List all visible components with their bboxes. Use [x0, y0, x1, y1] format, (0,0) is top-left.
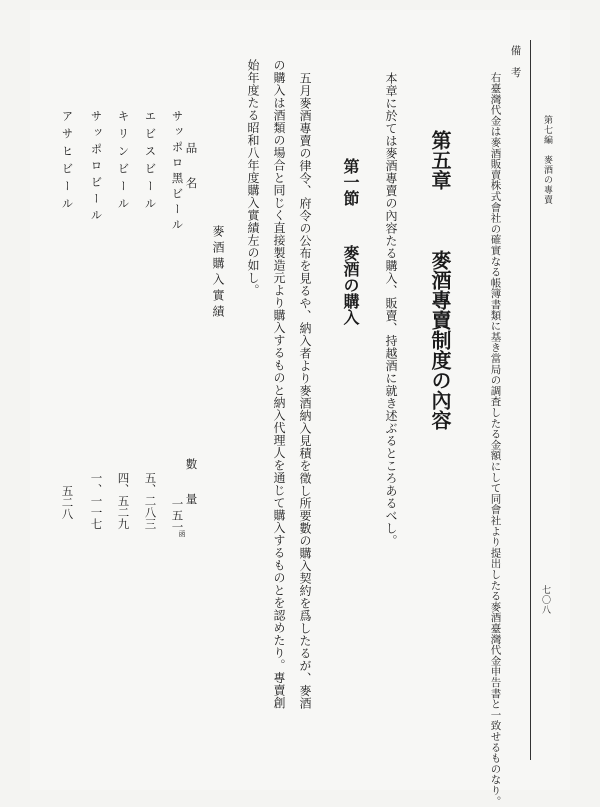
table-row-5-name: アサヒビール [60, 110, 75, 215]
section-number: 第一節 [341, 158, 360, 206]
paragraph-line-1: 五月麥酒專賣の律令、府令の公布を見るや、納入者より麥酒納入見積を徵し所要數の購入契約を爲したるが、麥酒 [298, 72, 312, 710]
table-unit: 函 [178, 530, 186, 537]
table-title: 麥酒購入實績 [211, 225, 225, 321]
document-page [30, 10, 570, 807]
table-row-1-qty: 一五一 [170, 498, 185, 533]
table-header-name: 品 名 [184, 142, 199, 195]
section-title: 麥酒の購入 [341, 245, 360, 325]
table-row-3-name: キリンビール [116, 110, 131, 215]
table-row-4-name: サッポロビール [89, 110, 104, 226]
paragraph-line-3: 始年度たる昭和八年度購入實績左の如し。 [246, 59, 260, 297]
table-header-qty: 數 量 [184, 458, 199, 511]
table-row-5-qty: 五二八 [60, 485, 75, 520]
table-row-2-qty: 五、二八三 [143, 472, 158, 530]
chapter-title: 麥酒專賣制度の內容 [428, 250, 452, 430]
table-row-2-name: エビスビール [143, 110, 158, 215]
running-head: 第七編 麥酒の專賣 [542, 115, 552, 205]
page-number: 七〇八 [540, 585, 550, 615]
table-row-3-qty: 四、五二九 [116, 472, 131, 530]
table-row-4-qty: 一、一一七 [89, 472, 104, 530]
paragraph-line-2: の購入は酒類の場合と同じく直接製造元より購入するものと納入代理人を通じて購入するものとを認めたり。專賣創 [272, 59, 286, 709]
intro-text: 本章に於ては麥酒專賣の內容たる購入、販賣、持越酒に就き述ぶるところあるべし。 [384, 72, 398, 547]
margin-rule [530, 40, 531, 760]
table-row-1-name: サッポロ黑ビール [170, 110, 185, 234]
note-label: 備 考 [509, 45, 522, 78]
note-text: 右臺灣代金は麥酒販賣株式會社の確實なる帳簿書類に基き當局の調査したる金額にして同會社より提出したる麥酒臺灣代金申告書と一致せるものなり。 [489, 72, 502, 807]
chapter-number: 第五章 [428, 130, 452, 190]
